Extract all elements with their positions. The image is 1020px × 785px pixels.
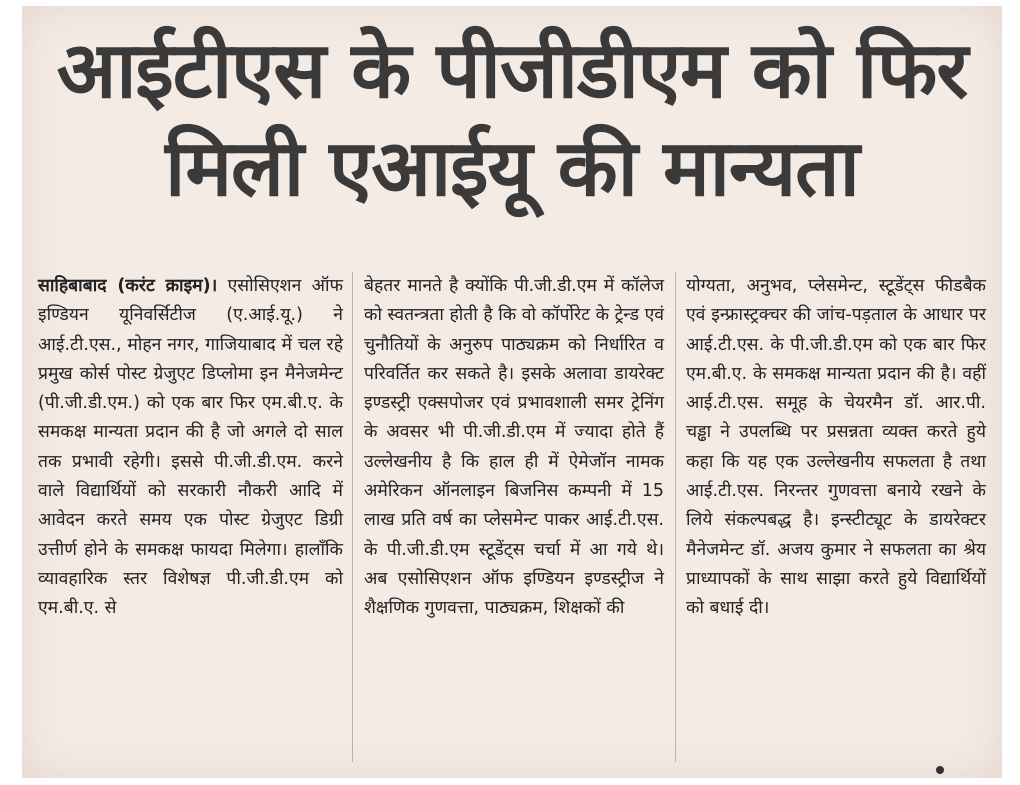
column-2-text: बेहतर मानते है क्योंकि पी.जी.डी.एम में कॉलेज को स्वतन्त्रता होती है कि वो कॉर्पोरेट के ट्रेन्ड एवं चुनौतियों के अनुरुप पाठ्यक्रम को निर्धारित व परिवर्तित कर सकते है। इसके अलावा डायरेक्ट इण्डस्ट्री एक्सपोजर एवं प्रभावशाली समर ट्रेनिंग के अवसर भी पी.जी.डी.एम में ज्यादा होते हैं उल्लेखनीय है कि हाल ही में ऐमेजॉन नामक अमेरिकन ऑनलाइन बिजनिस कम्पनी में 15 लाख प्रति वर्ष का प्लेसमेन्ट पाकर आई.टी.एस. के पी.जी.डी.एम स्टूडेंट्स चर्चा में आ गये थे। अब एसोसिएशन ऑफ इण्डियन इण्डस्ट्रीज ने शैक्षणिक गुणवत्ता, पाठ्यक्रम, शिक्षकों की <box>364 276 664 619</box>
article-column-2 <box>364 272 664 624</box>
column-3-text: योग्यता, अनुभव, प्लेसमेन्ट, स्टूडेंट्स फीडबैक एवं इन्फ्रास्ट्रक्चर की जांच-पड़ताल के आधार पर आई.टी.एस. के पी.जी.डी.एम को एक बार फिर एम.बी.ए. के समकक्ष मान्यता प्रदान की है। वहीं आई.टी.एस. समूह के चेयरमैन डॉ. आर.पी. चड्ढा ने उपलब्धि पर प्रसन्नता व्यक्त करते हुये कहा कि यह एक उल्लेखनीय सफलता है तथा आई.टी.एस. निरन्तर गुणवत्ता बनाये रखने के लिये संकल्पबद्ध है। इन्स्टीट्यूट के डायरेक्टर मैनेजमेन्ट डॉ. अजय कुमार ने सफलता का श्रेय प्राध्यापकों के साथ साझा करते हुये विद्यार्थियों को बधाई दी। <box>686 276 986 619</box>
column-divider <box>352 272 353 762</box>
headline-line-1: आईटीएस के पीजीडीएम को फिर <box>56 26 968 116</box>
headline-line-2: मिली एआईयू की मान्यता <box>165 124 859 214</box>
column-divider <box>675 272 676 762</box>
article-column-1 <box>38 272 343 624</box>
article-column-3 <box>686 272 986 624</box>
dateline: साहिबाबाद (करंट क्राइम)। <box>38 276 218 296</box>
headline <box>22 22 1002 218</box>
column-1-text: एसोसिएशन ऑफ इण्डियन यूनिवर्सिटीज (ए.आई.यू.) ने आई.टी.एस., मोहन नगर, गाजियाबाद में चल रहे प्रमुख कोर्स पोस्ट ग्रेजुएट डिप्लोमा इन मैनेजमेन्ट (पी.जी.डी.एम.) को एक बार फिर एम.बी.ए. के समकक्ष मान्यता प्रदान की है जो अगले दो साल तक प्रभावी रहेगी। इससे पी.जी.डी.एम. करने वाले विद्यार्थियों को सरकारी नौकरी आदि में आवेदन करते समय एक पोस्ट ग्रेजुएट डिग्री उत्तीर्ण होने के समकक्ष फायदा मिलेगा। हालाँकि व्यावहारिक स्तर विशेषज्ञ पी.जी.डी.एम को एम.बी.ए. से <box>38 276 344 619</box>
ink-spot <box>936 766 944 774</box>
